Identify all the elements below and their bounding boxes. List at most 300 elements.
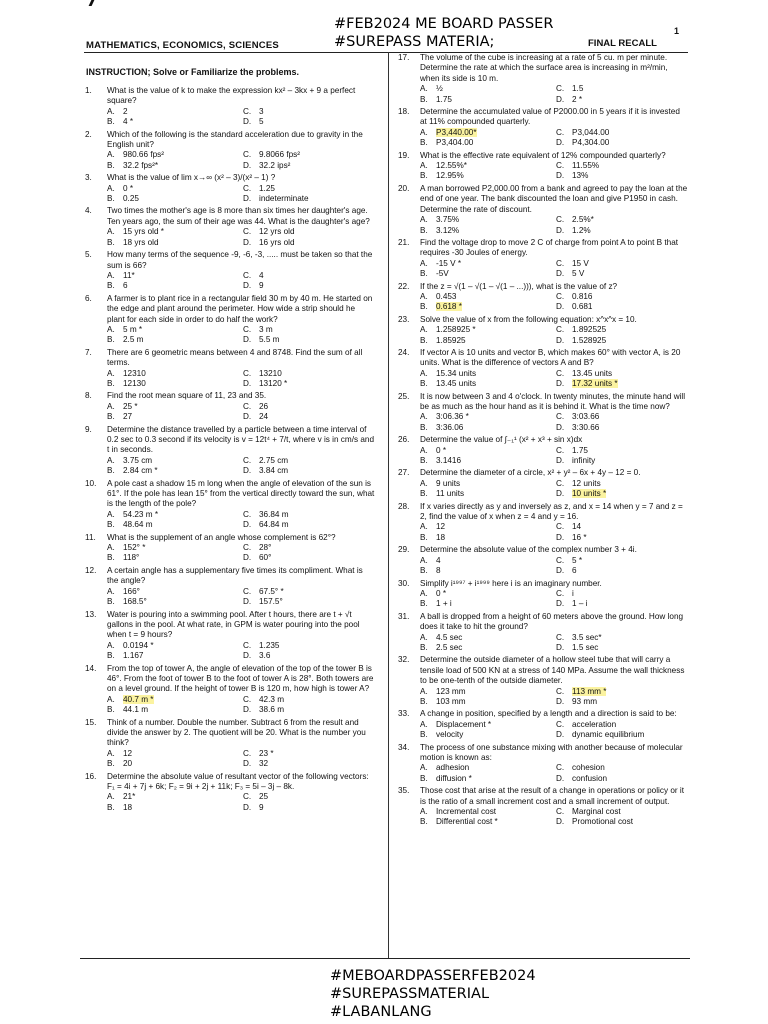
question-item [398,502,688,544]
option-text: P4,304.00 [572,138,610,148]
question-item [85,718,375,770]
answer-option [107,553,239,563]
answer-option [107,695,239,705]
option-letter: A. [107,748,115,758]
question-text: A man borrowed P2,000.00 from a bank and agreed to pay the loan at the end of one year. The bank discounted the loan and give P1950 in cash. Determine the rate of discount. [420,183,688,214]
option-letter: D. [243,802,252,812]
option-text: velocity [436,730,464,740]
answer-options [420,633,688,654]
question-number: 10. [85,478,97,488]
option-text: 13210 [259,368,282,378]
answer-option [107,466,239,476]
option-text: 5 m * [123,324,143,334]
instruction-text: INSTRUCTION; Solve or Familiarize the problems. [86,67,300,77]
answer-option [556,456,688,466]
question-item [398,545,688,576]
option-letter: C. [243,270,252,280]
option-text: 93 mm [572,696,598,706]
answer-option [420,489,552,499]
answer-option [556,633,688,643]
answer-option [420,687,552,697]
option-text: 15.34 units [436,368,477,378]
option-letter: D. [556,171,565,181]
option-letter: D. [243,237,252,247]
answer-option [107,759,239,769]
question-number: 3. [85,173,92,183]
answer-option [420,215,552,225]
option-text: Displacement * [436,719,492,729]
answer-option [420,533,552,543]
answer-option [420,423,552,433]
option-letter: C. [243,640,252,650]
question-text: Determine the accumulated value of P2000.00 in 5 years if it is invested at 11% compounded quarterly. [420,107,680,127]
option-text: 9 [259,281,264,291]
answer-options [107,150,375,171]
option-text: 6 [123,281,128,291]
answer-option [420,269,552,279]
answer-option [243,749,375,759]
option-letter: D. [556,302,565,312]
option-letter: B. [107,117,115,127]
option-letter: A. [107,368,115,378]
option-letter: C. [243,792,252,802]
question-text: Think of a number. Double the number. Subtract 6 from the result and divide the answer by 2. The quotient will be 20. What is the number you think? [107,717,366,748]
option-letter: B. [107,597,115,607]
answer-options [420,446,688,467]
question-number: 23. [398,314,410,324]
option-text: 3.1416 [436,456,462,466]
option-letter: B. [420,379,428,389]
option-letter: B. [420,94,428,104]
option-letter: C. [243,586,252,596]
question-number: 27. [398,468,410,478]
question-text: Determine the distance travelled by a particle between a time interval of 0.2 sec to 0.3 second if its velocity is v = 12t⁴ + 7/t, where v is in cm/s and t in seconds. [107,424,375,455]
option-text: 3:30.66 [572,422,600,432]
option-letter: D. [556,817,565,827]
option-letter: B. [107,160,115,170]
option-letter: A. [107,150,115,160]
answer-option [556,369,688,379]
question-number: 7. [85,347,92,357]
question-item [398,107,688,149]
answer-option [107,194,239,204]
highlighted-answer: 113 mm * [572,686,607,696]
question-number: 30. [398,578,410,588]
option-text: 36.84 m [259,509,289,519]
question-text: Find the root mean square of 11, 23 and 35. [107,391,267,401]
option-letter: D. [556,456,565,466]
answer-option [107,456,239,466]
option-letter: B. [420,335,428,345]
option-letter: A. [107,509,115,519]
footer-hashtag-1: #MEBOARDPASSERFEB2024 [330,968,536,984]
answer-option [420,95,552,105]
answer-option [243,194,375,204]
question-text: A farmer is to plant rice in a rectangular field 30 m by 40 m. He started on the edge and plant around the perimeter. How wide a strip should he plant for each side in order to do half the work? [107,293,373,324]
answer-option [243,325,375,335]
answer-options [107,107,375,128]
option-text: 12310 [123,368,146,378]
answer-option [420,171,552,181]
question-text: A ball is dropped from a height of 60 meters above the ground. How long does it take to hit the ground? [420,611,684,632]
highlighted-answer: 10 units * [572,489,607,499]
question-text: What is the supplement of an angle whose complement is 62°? [107,532,336,542]
answer-options [420,128,688,149]
answer-options [420,325,688,346]
option-text: 1.85925 [436,335,466,345]
option-text: indeterminate [259,194,309,204]
answer-option [556,489,688,499]
question-text: What is the effective rate equivalent of 12% compounded quarterly? [420,150,666,160]
option-text: 103 mm [436,696,466,706]
option-text: 3 m [259,324,273,334]
option-letter: C. [243,401,252,411]
question-number: 20. [398,183,410,193]
answer-option [556,269,688,279]
answer-options [107,792,375,813]
option-text: 0 * [123,183,134,193]
answer-option [420,556,552,566]
answer-options [420,412,688,433]
answer-option [107,271,239,281]
answer-option [420,599,552,609]
answer-options [107,749,375,770]
option-letter: D. [556,489,565,499]
answer-option [556,730,688,740]
question-text: The volume of the cube is increasing at a rate of 5 cu. m per minute. Determine the rate at which the surface area is increasing in m²/min, when its side is 10 m. [420,53,668,83]
option-text: 28° [259,543,272,553]
option-text: 18 [123,802,133,812]
question-text: It is now between 3 and 4 o'clock. In twenty minutes, the minute hand will be as much as the hour hand as it is behind it. What is the time now? [420,391,686,411]
question-text: If the z = √(1 – √(1 – √(1 – ...))), what is the value of z? [420,281,618,291]
answer-option [243,587,375,597]
option-letter: B. [107,553,115,563]
question-item [85,664,375,716]
question-item [85,86,375,128]
answer-options [420,215,688,236]
answer-options [107,402,375,423]
option-text: 21* [123,792,136,802]
option-text: Differential cost * [436,817,498,827]
question-item [85,479,375,531]
option-letter: D. [243,412,252,422]
option-text: 1.235 [259,640,280,650]
option-text: 3:03.66 [572,412,600,422]
answer-option [556,138,688,148]
option-letter: C. [556,368,565,378]
option-letter: A. [420,522,428,532]
option-text: adhesion [436,763,470,773]
option-letter: D. [556,566,565,576]
option-letter: A. [420,555,428,565]
question-number: 31. [398,611,410,621]
answer-option [243,150,375,160]
answer-option [243,597,375,607]
option-text: 5.5 m [259,335,280,345]
option-letter: C. [556,522,565,532]
answer-options [107,325,375,346]
answer-option [243,117,375,127]
option-text: 3.75% [436,215,460,225]
option-text: 3:06.36 * [436,412,469,422]
question-text: A certain angle has a supplementary five times its compliment. What is the angle? [107,565,363,586]
option-text: 9.8066 fps² [259,150,300,160]
option-letter: C. [243,106,252,116]
option-text: 9 units [436,478,461,488]
option-text: 48.64 m [123,520,153,530]
option-text: 15 yrs old * [123,227,164,237]
option-letter: B. [420,817,428,827]
option-letter: B. [420,642,428,652]
option-letter: C. [556,412,565,422]
answer-options [107,695,375,716]
option-text: 54.23 m * [123,509,159,519]
answer-option [420,292,552,302]
answer-option [420,302,552,312]
answer-option [556,161,688,171]
answer-option [556,171,688,181]
answer-options [107,641,375,662]
answer-option [420,369,552,379]
option-letter: A. [107,792,115,802]
header-hashtag-1: #FEB2024 ME BOARD PASSER [334,16,554,32]
answer-option [556,226,688,236]
highlighted-answer: 0.618 * [436,302,462,312]
highlighted-answer: 40.7 m * [123,694,154,704]
option-letter: D. [243,759,252,769]
answer-option [420,412,552,422]
answer-options [420,161,688,182]
option-text: 0.453 [436,291,457,301]
option-text: diffusion * [436,773,472,783]
question-item [85,533,375,564]
option-letter: A. [107,106,115,116]
answer-option [556,533,688,543]
option-text: infinity [572,456,596,466]
answer-option [420,479,552,489]
option-letter: A. [420,325,428,335]
answer-options [420,807,688,828]
option-text: 157.5° [259,597,283,607]
option-letter: A. [420,412,428,422]
question-item [85,294,375,346]
question-item [85,772,375,814]
answer-option [556,379,688,389]
option-text: 2 [123,106,128,116]
answer-option [556,423,688,433]
option-text: 2 * [572,94,583,104]
option-text: P3,044.00 [572,127,610,137]
answer-option [420,522,552,532]
option-text: 13.45 units [572,368,613,378]
question-text: Solve the value of x from the following equation: x^x^x = 10. [420,314,637,324]
option-letter: A. [420,763,428,773]
option-letter: B. [107,520,115,530]
option-letter: C. [556,215,565,225]
option-letter: B. [420,696,428,706]
option-letter: C. [556,632,565,642]
option-text: confusion [572,773,608,783]
answer-option [107,792,239,802]
option-text: cohesion [572,763,605,773]
answer-option [107,641,239,651]
answer-option [556,687,688,697]
option-letter: D. [556,599,565,609]
answer-option [107,705,239,715]
option-text: 32.2 ips² [259,160,291,170]
question-number: 9. [85,424,92,434]
question-item [85,250,375,292]
option-letter: C. [556,478,565,488]
option-letter: A. [420,127,428,137]
answer-option [107,227,239,237]
question-item [398,348,688,390]
answer-option [243,543,375,553]
option-letter: C. [243,183,252,193]
option-text: 15 V [572,258,589,268]
option-text: 27 [123,412,133,422]
question-number: 29. [398,545,410,555]
option-text: 9 [259,802,264,812]
option-letter: C. [556,807,565,817]
option-letter: B. [420,138,428,148]
question-item [85,206,375,248]
question-text: What is the value of lim x→∞ (x² – 3)/(x² – 1) ? [107,173,276,183]
option-letter: D. [556,225,565,235]
answer-option [556,215,688,225]
option-letter: B. [107,237,115,247]
option-letter: A. [420,291,428,301]
option-text: 1.258925 * [436,325,476,335]
option-text: -5V [436,269,449,279]
question-item [398,184,688,236]
answer-option [420,138,552,148]
option-letter: D. [243,117,252,127]
option-letter: B. [420,532,428,542]
final-recall-label: FINAL RECALL [588,38,657,49]
answer-option [243,759,375,769]
option-text: 20 [123,759,133,769]
option-text: 4.5 sec [436,632,463,642]
question-item [398,238,688,280]
answer-options [420,84,688,105]
answer-option [107,238,239,248]
option-letter: A. [107,543,115,553]
option-letter: C. [556,445,565,455]
answer-option [420,566,552,576]
option-letter: C. [243,748,252,758]
answer-option [556,302,688,312]
answer-option [420,128,552,138]
option-letter: B. [107,194,115,204]
option-text: 3.75 cm [123,455,153,465]
option-letter: A. [420,588,428,598]
option-text: 0.25 [123,194,139,204]
option-letter: A. [107,455,115,465]
answer-option [243,510,375,520]
question-item [85,130,375,172]
answer-option [107,184,239,194]
option-text: 1.75 [572,445,588,455]
option-text: acceleration [572,719,617,729]
option-text: 1.5 sec [572,642,599,652]
answer-option [556,556,688,566]
option-text: 152° * [123,543,146,553]
question-number: 5. [85,250,92,260]
answer-option [243,271,375,281]
answer-options [420,720,688,741]
option-text: 1.167 [123,651,144,661]
option-text: 4 [259,270,264,280]
option-letter: B. [420,566,428,576]
option-letter: C. [243,227,252,237]
option-text: 12.55%* [436,161,467,171]
answer-options [420,292,688,313]
footer-hashtag-3: #LABANLANG [330,1004,432,1020]
question-number: 34. [398,742,410,752]
answer-option [420,589,552,599]
answer-option [243,369,375,379]
option-text: 1 + i [436,599,452,609]
option-letter: B. [420,773,428,783]
question-item [398,392,688,434]
option-text: 980.66 fps² [123,150,164,160]
option-letter: B. [107,705,115,715]
question-text: Determine the diameter of a circle, x² + y² – 6x + 4y – 12 = 0. [420,468,641,478]
answer-option [107,150,239,160]
option-text: 3.5 sec* [572,632,602,642]
answer-option [107,803,239,813]
option-letter: A. [107,401,115,411]
question-number: 24. [398,347,410,357]
page-number: 1 [674,26,680,36]
option-text: 1.892525 [572,325,607,335]
footer-hashtag-2: #SUREPASSMATERIAL [330,986,490,1002]
option-letter: C. [556,161,565,171]
answer-option [243,695,375,705]
footer-rule [80,958,690,959]
answer-option [420,259,552,269]
option-letter: D. [243,378,252,388]
option-letter: D. [243,705,252,715]
answer-option [243,803,375,813]
option-letter: C. [556,686,565,696]
option-letter: D. [243,520,252,530]
answer-option [243,402,375,412]
answer-option [107,402,239,412]
option-letter: D. [243,335,252,345]
answer-option [107,412,239,422]
answer-option [107,161,239,171]
option-text: 8 [436,566,441,576]
question-number: 12. [85,565,97,575]
answer-options [107,227,375,248]
option-text: 18 yrs old [123,237,159,247]
option-letter: C. [556,763,565,773]
answer-option [420,774,552,784]
answer-option [556,589,688,599]
option-text: 2.5%* [572,215,594,225]
answer-option [556,84,688,94]
question-item [85,566,375,608]
question-number: 32. [398,655,410,665]
option-text: 3 [259,106,264,116]
option-letter: B. [107,802,115,812]
question-item [398,786,688,828]
answer-option [243,456,375,466]
answer-option [107,369,239,379]
answer-option [556,412,688,422]
